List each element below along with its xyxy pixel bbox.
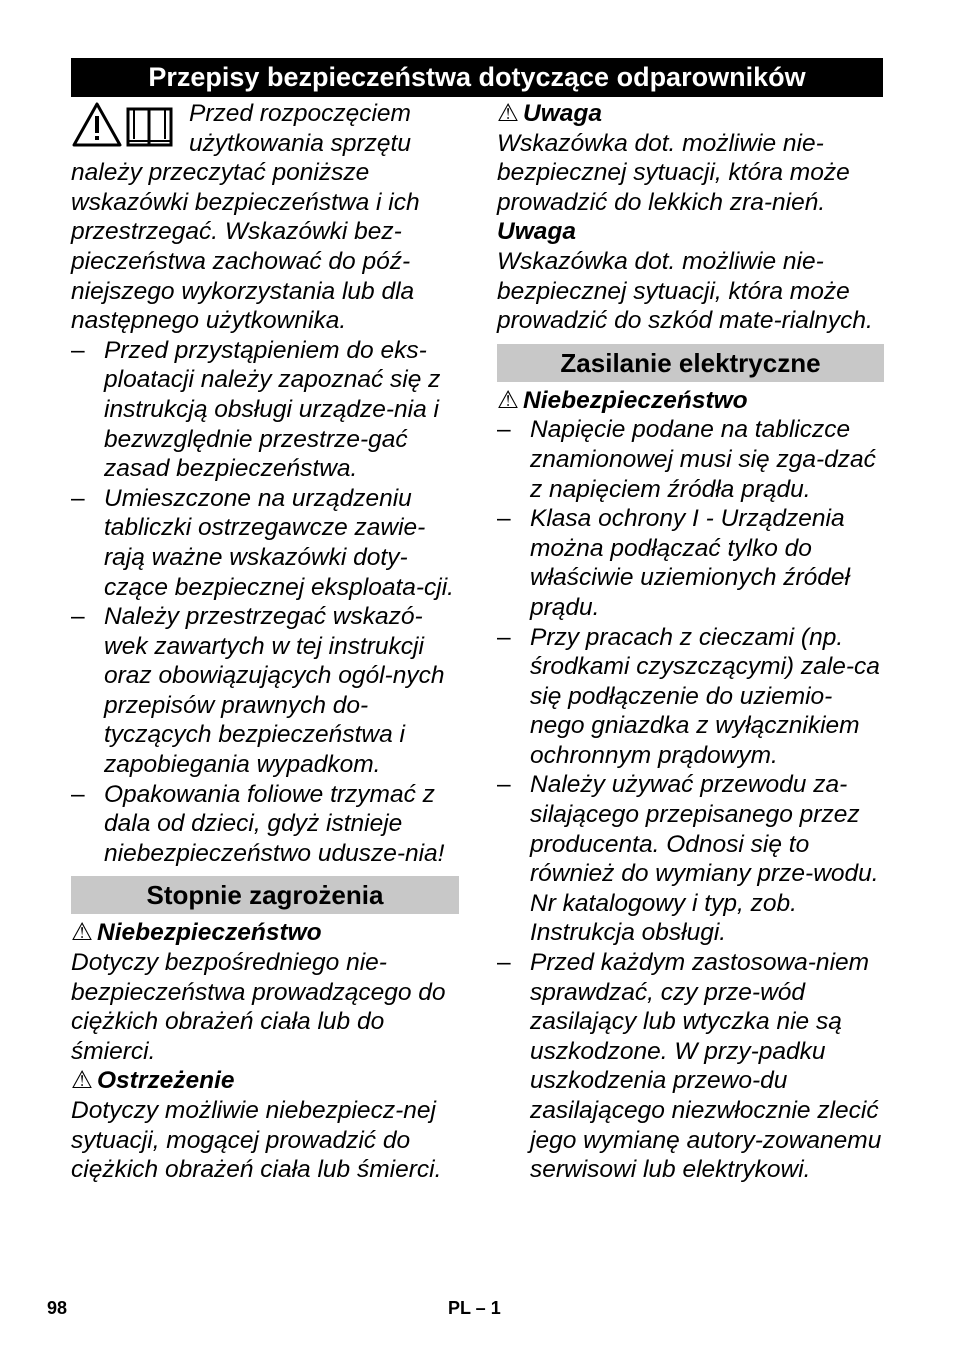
page-number: 98 [47, 1298, 68, 1318]
warning-text: Dotyczy możliwie niebezpiecz-nej sytuacji, mogącej prowadzić do ciężkich obrażeń ciała lub śmierci. [71, 1097, 442, 1184]
notice-label: Uwaga [497, 218, 576, 246]
list-item-text: Przed każdym zastosowa-niem sprawdzać, czy prze-wód zasilający lub wtyczka nie są uszkodzone. W przy-padku uszkodzenia przewo-du zasilającego niezwłocznie zlecić jego wymianę autory-zowanemu serwisowi lub elektrykowi. [530, 949, 882, 1184]
dash-marker: – [497, 416, 511, 444]
list-item-text: Umieszczone na urządzeniu tabliczki ostrzegawcze zawie-rają ważne wskazówki doty-czące bezpiecznej eksploata-cji. [104, 484, 454, 601]
language-page-label: PL – 1 [448, 1298, 501, 1318]
warning-triangle-icon: ⚠ [71, 1067, 93, 1095]
list-item [497, 770, 884, 948]
list-item-text: Opakowania foliowe trzymać z dala od dzieci, gdyż istnieje niebezpieczeństwo udusze-nia! [104, 780, 445, 867]
page-title: Przepisy bezpieczeństwa dotyczące odparowników [71, 58, 883, 97]
dash-marker: – [497, 505, 511, 533]
caution-label [497, 99, 884, 129]
power-danger-label [497, 386, 884, 416]
list-item [71, 484, 459, 602]
danger-text: Dotyczy bezpośredniego nie-bezpieczeństwa prowadzącego do ciężkich obrażeń ciała lub do śmierci. [71, 949, 446, 1065]
dash-marker: – [71, 780, 85, 808]
dash-marker: – [497, 623, 511, 651]
list-item-text: Przy pracach z cieczami (np. środkami czyszczącymi) zale-ca się podłączenie do uziemio-nego gniazdka z wyłącznikiem ochronnym prądowym. [530, 623, 880, 769]
danger-label-text: Niebezpieczeństwo [97, 919, 322, 947]
list-item [71, 602, 459, 780]
warning-triangle-icon: ⚠ [71, 919, 93, 947]
notice-text: Wskazówka dot. możliwie nie-bezpiecznej sytuacji, która może prowadzić do szkód mate-rialnych. [497, 247, 873, 335]
list-item [497, 504, 884, 622]
warning-triangle-icon: ⚠ [497, 386, 519, 414]
list-item-text: Napięcie podane na tabliczce znamionowej musi się zga-dzać z napięciem źródła prądu. [530, 416, 876, 503]
intro-line-1: Przed rozpoczęciem [189, 100, 411, 127]
dash-marker: – [71, 603, 85, 631]
warning-triangle-icon: ⚠ [497, 100, 519, 127]
list-item [71, 780, 459, 869]
warning-label [71, 1066, 459, 1096]
dash-marker: – [497, 771, 511, 799]
list-item [497, 948, 884, 1185]
caution-label-text: Uwaga [523, 100, 602, 127]
intro-text: należy przeczytać poniższe wskazówki bezpieczeństwa i ich przestrzegać. Wskazówki bez-pieczeństwa zachować do póź-niejszego wykorzystania lub dla następnego użytkownika. [71, 159, 420, 335]
list-item-text: Klasa ochrony I - Urządzenia można podłączać tylko do właściwie uziemionych źródeł prądu. [530, 505, 850, 621]
dash-marker: – [71, 484, 85, 512]
intro-line-2: użytkowania sprzętu [189, 129, 411, 157]
power-supply-heading: Zasilanie elektryczne [497, 344, 884, 382]
right-column [497, 99, 884, 1185]
power-danger-label-text: Niebezpieczeństwo [523, 386, 748, 414]
dash-marker: – [497, 949, 511, 977]
left-column [71, 99, 459, 1185]
list-item-text: Należy przestrzegać wskazó-wek zawartych w tej instrukcji oraz obowiązujących ogól-nych przepisów prawnych do-tyczących bezpieczeństwa i zapobiegania wypadkom. [104, 603, 445, 779]
dash-marker: – [71, 336, 85, 364]
hazard-levels-heading: Stopnie zagrożenia [71, 876, 459, 914]
list-item [497, 415, 884, 504]
power-safety-list [497, 415, 884, 1184]
list-item-text: Należy używać przewodu za-silającego przepisanego przez producenta. Odnosi się to również do wymiany prze-wodu. Nr katalogowy i typ, zob. Instrukcja obsługi. [530, 771, 879, 947]
danger-label [71, 918, 459, 948]
list-item-text: Przed przystąpieniem do eks-ploatacji należy zapoznać się z instrukcją obsługi urządze-nia i bezwzględnie przestrze-gać zasad bezpieczeństwa. [104, 336, 441, 483]
list-item [497, 623, 884, 771]
caution-text: Wskazówka dot. możliwie nie-bezpiecznej sytuacji, która może prowadzić do lekkich zra-nień. [497, 129, 850, 216]
warning-label-text: Ostrzeżenie [97, 1067, 235, 1095]
general-safety-list [71, 336, 459, 869]
list-item [71, 336, 459, 484]
